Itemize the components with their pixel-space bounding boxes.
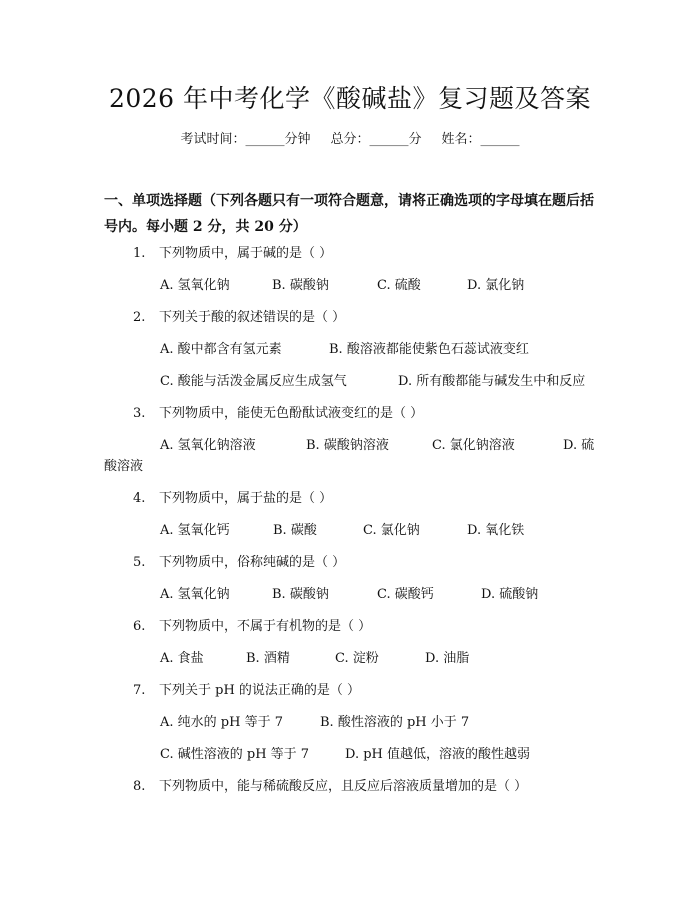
question-stem: 下列物质中，属于碱的是（ ） [159, 246, 333, 261]
option-d: D. 硫酸钠 [481, 587, 539, 602]
option-a: A. 氢氧化钠溶液 [160, 438, 256, 453]
question-number: 8. [133, 779, 146, 794]
option-c: C. 淀粉 [335, 651, 379, 666]
option-b: B. 碳酸 [273, 523, 317, 538]
option-d: D. 所有酸都能与碱发生中和反应 [398, 374, 586, 389]
question-8 [133, 777, 527, 797]
page-title: 2026 年中考化学《酸碱盐》复习题及答案 [108, 84, 592, 113]
question-stem: 下列物质中，能与稀硫酸反应，且反应后溶液质量增加的是（ ） [159, 779, 528, 794]
option-d: D. 硫 [563, 438, 595, 453]
option-a: A. 食盐 [160, 651, 204, 666]
question-stem: 下列物质中，能使无色酚酞试液变红的是（ ） [159, 406, 424, 421]
section-heading-line: 一、单项选择题（下列各题只有一项符合题意，请将正确选项的字母填在题后括 [104, 193, 594, 209]
question-2 [133, 308, 345, 328]
question-number: 6. [133, 619, 146, 634]
question-stem: 下列物质中，俗称纯碱的是（ ） [159, 555, 346, 570]
option-a: A. 酸中都含有氢元素 [160, 342, 282, 357]
total-score-field: 总分：______分 [330, 132, 422, 147]
option-b: B. 碳酸钠溶液 [306, 438, 389, 453]
option-c: C. 氯化钠溶液 [432, 438, 515, 453]
question-6 [133, 617, 371, 637]
option-b: B. 碳酸钠 [272, 278, 329, 293]
option-c: C. 碱性溶液的 pH 等于 7 [160, 747, 310, 762]
question-number: 5. [133, 555, 146, 570]
question-number: 7. [133, 683, 146, 698]
question-number: 1. [133, 246, 146, 261]
option-c: C. 酸能与活泼金属反应生成氢气 [160, 374, 347, 389]
question-number: 2. [133, 310, 146, 325]
option-b: B. 酸性溶液的 pH 小于 7 [320, 715, 470, 730]
option-d: D. 氧化铁 [467, 523, 525, 538]
question-4 [133, 489, 332, 509]
question-stem: 下列关于酸的叙述错误的是（ ） [159, 310, 346, 325]
option-a: A. 氢氧化钙 [160, 523, 230, 538]
question-stem: 下列物质中，不属于有机物的是（ ） [159, 619, 372, 634]
exam-meta [0, 130, 700, 150]
question-stem: 下列关于 pH 的说法正确的是（ ） [159, 683, 361, 698]
question-stem: 下列物质中，属于盐的是（ ） [159, 491, 333, 506]
option-a: A. 氢氧化钠 [160, 278, 230, 293]
option-d-continuation: 酸溶液 [104, 459, 144, 474]
exam-time-field: 考试时间：______分钟 [180, 132, 311, 147]
question-number: 3. [133, 406, 146, 421]
option-b: B. 酒精 [246, 651, 290, 666]
option-a: A. 纯水的 pH 等于 7 [160, 715, 283, 730]
option-b: B. 碳酸钠 [272, 587, 329, 602]
option-d: D. 油脂 [425, 651, 470, 666]
option-c: C. 氯化钠 [363, 523, 420, 538]
section-heading [104, 188, 600, 240]
section-heading-line: 号内。每小题 2 分，共 20 分） [104, 219, 307, 235]
student-name-field: 姓名：______ [441, 132, 520, 147]
option-b: B. 酸溶液都能使紫色石蕊试液变红 [329, 342, 529, 357]
option-c: C. 碳酸钙 [377, 587, 434, 602]
question-1 [133, 244, 332, 264]
option-d: D. 氯化钠 [467, 278, 525, 293]
option-a: A. 氢氧化钠 [160, 587, 230, 602]
option-d: D. pH 值越低，溶液的酸性越弱 [345, 747, 531, 762]
question-5 [133, 553, 345, 573]
question-7 [133, 681, 360, 701]
option-c: C. 硫酸 [377, 278, 421, 293]
question-number: 4. [133, 491, 146, 506]
question-3 [133, 404, 423, 424]
